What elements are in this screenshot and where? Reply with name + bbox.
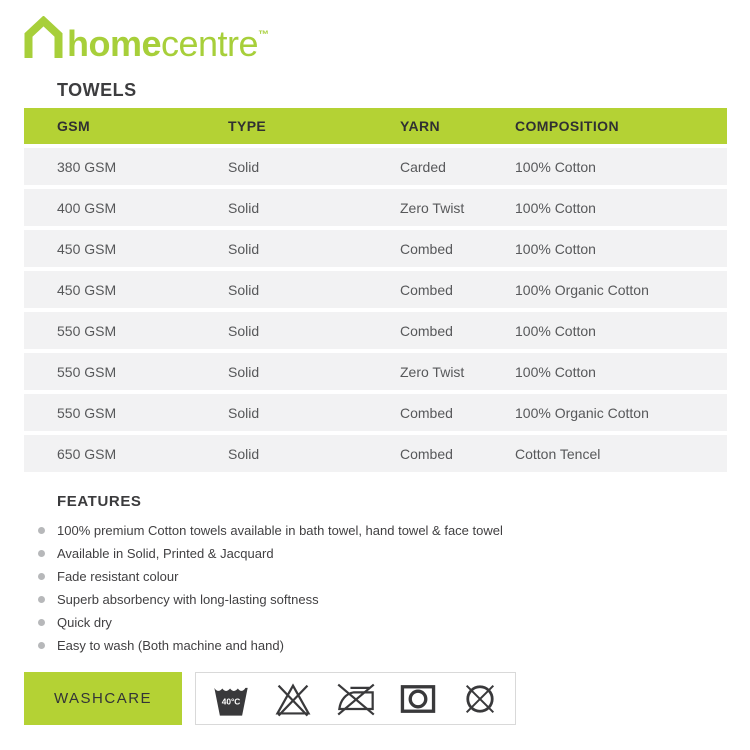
cell-gsm: 450 GSM — [57, 281, 117, 298]
col-header-type: TYPE — [228, 118, 267, 134]
tumble-dry-icon — [398, 679, 438, 719]
bullet-icon — [38, 642, 45, 649]
logo-centre: centre — [161, 23, 259, 64]
washcare-label: WASHCARE — [24, 672, 182, 725]
list-item — [38, 611, 503, 634]
feature-text: 100% premium Cotton towels available in bath towel, hand towel & face towel — [57, 523, 503, 538]
col-header-yarn: YARN — [400, 118, 440, 134]
bullet-icon — [38, 596, 45, 603]
feature-text: Quick dry — [57, 615, 112, 630]
cell-yarn: Zero Twist — [400, 363, 465, 380]
cell-composition: 100% Cotton — [515, 363, 596, 380]
table-row — [24, 394, 727, 431]
house-icon — [20, 16, 67, 60]
page-title: TOWELS — [57, 80, 137, 100]
logo-wordmark — [67, 13, 269, 66]
list-item — [38, 519, 503, 542]
table-row — [24, 271, 727, 308]
cell-composition: 100% Cotton — [515, 240, 596, 257]
feature-text: Superb absorbency with long-lasting softness — [57, 592, 319, 607]
cell-type: Solid — [228, 281, 260, 298]
cell-type: Solid — [228, 240, 260, 257]
cell-composition: 100% Cotton — [515, 158, 596, 175]
cell-composition: 100% Organic Cotton — [515, 404, 649, 421]
trademark-symbol: ™ — [258, 29, 270, 41]
table-header-row — [24, 108, 727, 144]
bullet-icon — [38, 573, 45, 580]
list-item — [38, 634, 503, 657]
cell-composition: Cotton Tencel — [515, 445, 601, 462]
cell-yarn: Zero Twist — [400, 199, 465, 216]
wash-temp-label: 40°C — [221, 696, 241, 707]
table-row — [24, 148, 727, 185]
washcare-icons-box — [195, 672, 516, 725]
logo-home: home — [67, 23, 162, 64]
cell-type: Solid — [228, 322, 260, 339]
do-not-iron-icon — [336, 679, 376, 719]
cell-gsm: 650 GSM — [57, 445, 117, 462]
cell-type: Solid — [228, 404, 260, 421]
table-row — [24, 189, 727, 226]
bullet-icon — [38, 527, 45, 534]
bullet-icon — [38, 619, 45, 626]
feature-text: Fade resistant colour — [57, 569, 179, 584]
cell-yarn: Carded — [400, 158, 446, 175]
cell-type: Solid — [228, 158, 260, 175]
cell-composition: 100% Cotton — [515, 199, 596, 216]
cell-type: Solid — [228, 363, 260, 380]
list-item — [38, 565, 503, 588]
cell-yarn: Combed — [400, 281, 453, 298]
do-not-bleach-icon — [273, 679, 313, 719]
bullet-icon — [38, 550, 45, 557]
table-row — [24, 230, 727, 267]
table-row — [24, 435, 727, 472]
cell-type: Solid — [228, 199, 260, 216]
cell-yarn: Combed — [400, 445, 453, 462]
cell-composition: 100% Organic Cotton — [515, 281, 649, 298]
feature-text: Easy to wash (Both machine and hand) — [57, 638, 284, 653]
cell-yarn: Combed — [400, 322, 453, 339]
features-list — [38, 519, 503, 657]
feature-text: Available in Solid, Printed & Jacquard — [57, 546, 274, 561]
cell-composition: 100% Cotton — [515, 322, 596, 339]
col-header-composition: COMPOSITION — [515, 118, 619, 134]
cell-gsm: 400 GSM — [57, 199, 117, 216]
cell-gsm: 550 GSM — [57, 404, 117, 421]
cell-type: Solid — [228, 445, 260, 462]
spec-table — [24, 108, 727, 472]
do-not-dry-clean-icon — [460, 679, 500, 719]
list-item — [38, 588, 503, 611]
table-row — [24, 312, 727, 349]
cell-gsm: 550 GSM — [57, 322, 117, 339]
col-header-gsm: GSM — [57, 118, 91, 134]
cell-gsm: 550 GSM — [57, 363, 117, 380]
features-title: FEATURES — [57, 493, 142, 510]
cell-gsm: 380 GSM — [57, 158, 117, 175]
cell-gsm: 450 GSM — [57, 240, 117, 257]
washcare-section — [24, 672, 516, 725]
cell-yarn: Combed — [400, 404, 453, 421]
list-item — [38, 542, 503, 565]
wash-40c-icon — [211, 679, 251, 719]
cell-yarn: Combed — [400, 240, 453, 257]
homecentre-logo — [20, 13, 269, 66]
table-row — [24, 353, 727, 390]
